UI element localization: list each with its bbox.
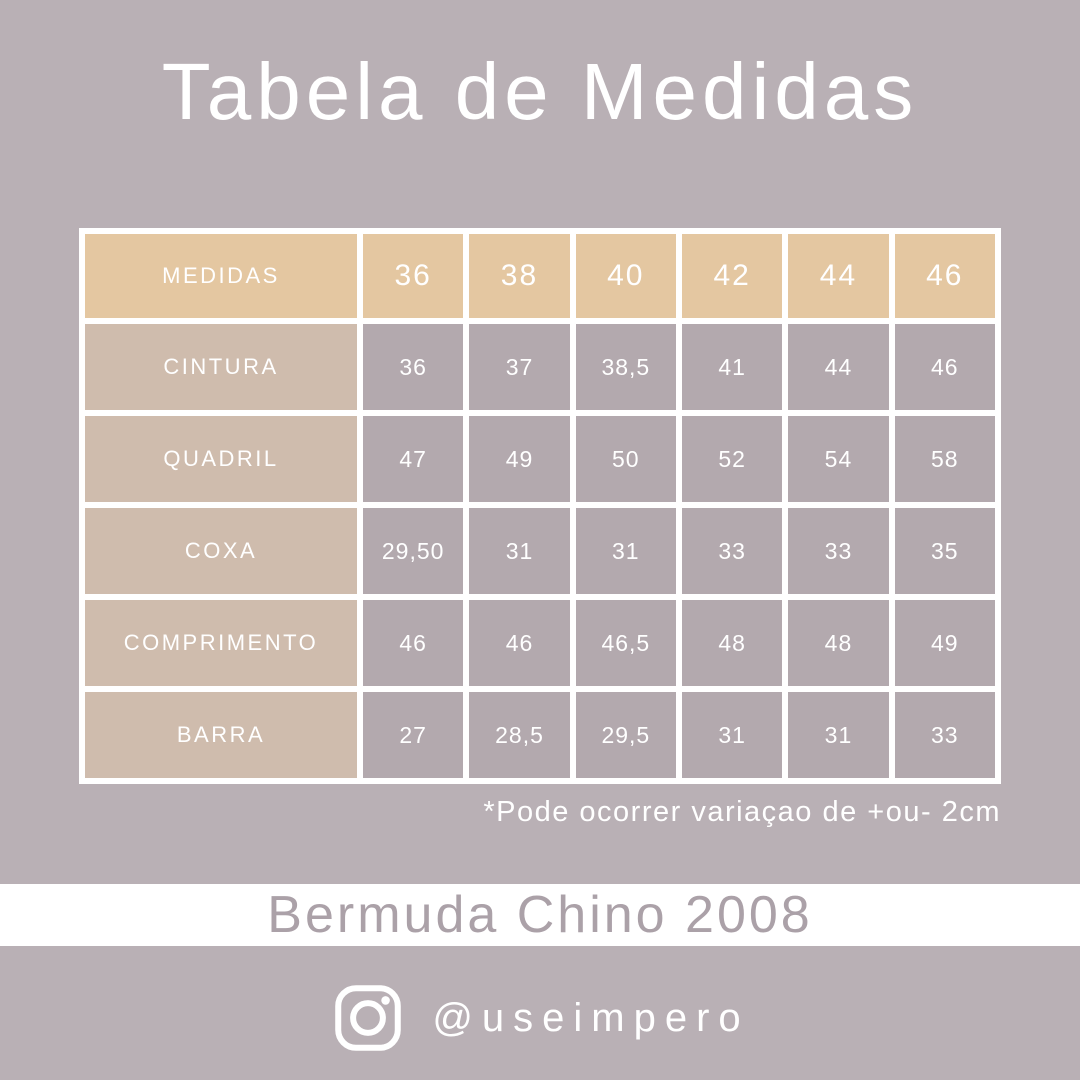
table-row-comprimento xyxy=(85,600,995,686)
measurement-cell: 27 xyxy=(363,692,463,778)
measurement-cell: 33 xyxy=(895,692,995,778)
product-band xyxy=(0,884,1080,946)
measurement-cell: 31 xyxy=(576,508,676,594)
table-row-cintura xyxy=(85,324,995,410)
table-header-size-40: 40 xyxy=(576,234,676,318)
row-label: COMPRIMENTO xyxy=(85,600,357,686)
measurement-cell: 48 xyxy=(682,600,782,686)
measurement-cell: 29,50 xyxy=(363,508,463,594)
measurement-cell: 28,5 xyxy=(469,692,569,778)
instagram-row xyxy=(0,946,1080,1076)
measurement-cell: 31 xyxy=(788,692,888,778)
product-name: Bermuda Chino 2008 xyxy=(267,886,813,944)
variation-note: *Pode ocorrer variaçao de +ou- 2cm xyxy=(483,796,1001,828)
measurement-cell: 38,5 xyxy=(576,324,676,410)
measurement-cell: 41 xyxy=(682,324,782,410)
table-row-quadril xyxy=(85,416,995,502)
measurement-cell: 49 xyxy=(469,416,569,502)
table-header-size-42: 42 xyxy=(682,234,782,318)
measurement-cell: 44 xyxy=(788,324,888,410)
measurement-cell: 47 xyxy=(363,416,463,502)
measurement-cell: 31 xyxy=(469,508,569,594)
row-label: COXA xyxy=(85,508,357,594)
measurement-cell: 36 xyxy=(363,324,463,410)
measurement-cell: 49 xyxy=(895,600,995,686)
row-label: QUADRIL xyxy=(85,416,357,502)
measurement-cell: 48 xyxy=(788,600,888,686)
measurement-cell: 35 xyxy=(895,508,995,594)
measurement-cell: 33 xyxy=(682,508,782,594)
row-label: CINTURA xyxy=(85,324,357,410)
table-row-barra xyxy=(85,692,995,778)
table-header-size-38: 38 xyxy=(469,234,569,318)
table-header-size-44: 44 xyxy=(788,234,888,318)
measurement-cell: 29,5 xyxy=(576,692,676,778)
measurement-cell: 52 xyxy=(682,416,782,502)
table-header-row xyxy=(85,234,995,318)
table-header-size-46: 46 xyxy=(895,234,995,318)
measurement-cell: 50 xyxy=(576,416,676,502)
table-row-coxa xyxy=(85,508,995,594)
measurement-cell: 46 xyxy=(469,600,569,686)
row-label: BARRA xyxy=(85,692,357,778)
instagram-handle: @useimpero xyxy=(432,995,750,1040)
page-title: Tabela de Medidas xyxy=(161,47,919,136)
measurement-cell: 46,5 xyxy=(576,600,676,686)
measurement-cell: 31 xyxy=(682,692,782,778)
measurement-cell: 54 xyxy=(788,416,888,502)
measurement-cell: 46 xyxy=(363,600,463,686)
size-table xyxy=(79,228,1001,784)
measurement-cell: 37 xyxy=(469,324,569,410)
table-header-size-36: 36 xyxy=(363,234,463,318)
table-header-medidas: MEDIDAS xyxy=(85,234,357,318)
measurement-cell: 46 xyxy=(895,324,995,410)
instagram-icon xyxy=(330,980,406,1056)
measurement-cell: 58 xyxy=(895,416,995,502)
measurement-cell: 33 xyxy=(788,508,888,594)
